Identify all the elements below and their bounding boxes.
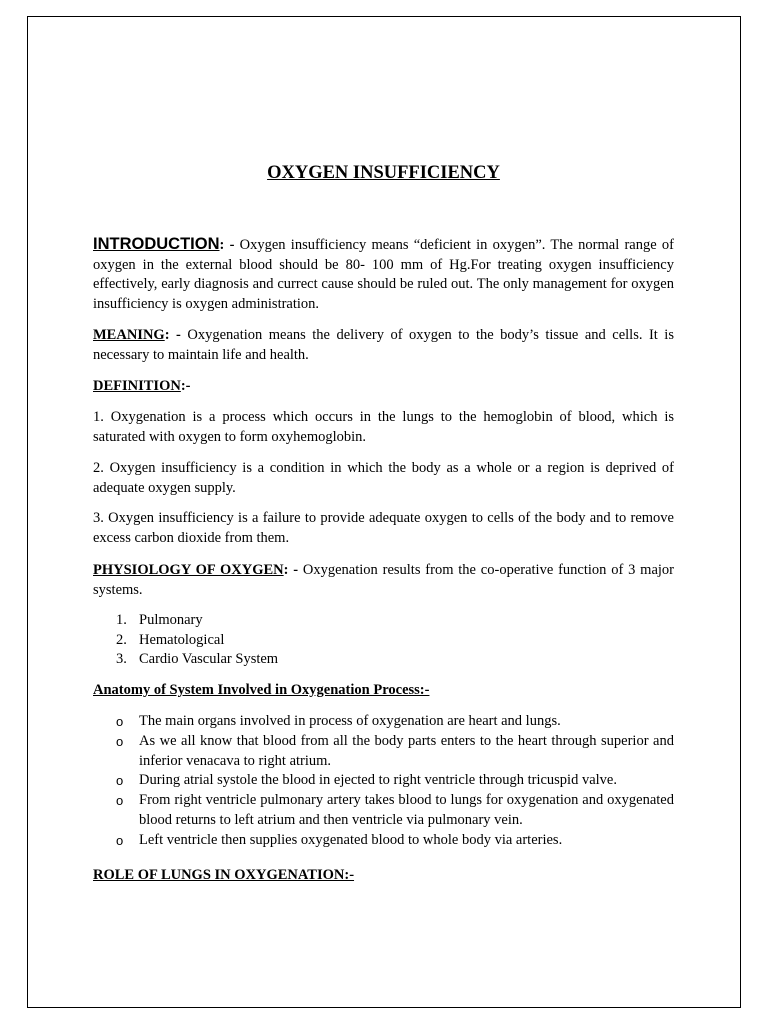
- role-heading-line: [93, 866, 674, 886]
- list-item-text: Cardio Vascular System: [139, 651, 279, 667]
- definition-item: [93, 459, 674, 498]
- list-item-text: Hematological: [139, 631, 225, 648]
- physiology-text: Oxygenation results from the co-operative function of 3 major systems.: [93, 562, 674, 598]
- definition-item: [93, 509, 674, 548]
- bullet-item: [93, 712, 674, 732]
- definition-heading-line: [93, 377, 674, 397]
- bullet-item-text: Left ventricle then supplies oxygenated blood to whole body via arteries.: [139, 831, 563, 848]
- page-title: OXYGEN INSUFFICIENCY: [267, 163, 500, 183]
- bullet-marker: o: [116, 733, 124, 749]
- introduction-section: [93, 235, 674, 314]
- systems-list: [93, 611, 674, 670]
- physiology-heading: PHYSIOLOGY OF OXYGEN: [93, 562, 284, 578]
- introduction-paragraph: [93, 235, 674, 314]
- list-item-text: Pulmonary: [139, 612, 203, 628]
- bullet-item: [93, 791, 674, 831]
- definition-separator: :-: [180, 378, 191, 394]
- bullet-item-text: As we all know that blood from all the body parts enters to the heart through superior and inferior venacava to right atrium.: [139, 732, 674, 769]
- list-item: [93, 650, 674, 670]
- meaning-separator: : -: [164, 327, 181, 343]
- definition-section: [93, 377, 674, 397]
- bullet-item-text: The main organs involved in process of oxygenation are heart and lungs.: [139, 713, 561, 729]
- introduction-heading: INTRODUCTION: [93, 235, 220, 253]
- definition-item-text: 2. Oxygen insufficiency is a condition in which the body as a whole or a region is deprived of adequate oxygen supply.: [93, 460, 674, 496]
- bullet-marker: o: [116, 773, 124, 789]
- role-section: [93, 866, 674, 886]
- anatomy-heading: Anatomy of System Involved in Oxygenation Process:-: [93, 682, 430, 698]
- physiology-separator: : -: [283, 562, 299, 578]
- bullet-item: [93, 831, 674, 851]
- definition-item-text: 1. Oxygenation is a process which occurs in the lungs to the hemoglobin of blood, which is saturated with oxygen to form oxyhemoglobin.: [93, 409, 674, 445]
- bullet-marker: o: [116, 832, 124, 848]
- definition-item: [93, 408, 674, 447]
- physiology-section: [93, 561, 674, 600]
- bullet-item-text: From right ventricle pulmonary artery takes blood to lungs for oxygenation and oxygenated blood returns to left atrium and then ventricle via pulmonary vein.: [139, 792, 674, 828]
- list-item-number: 2.: [116, 631, 127, 648]
- anatomy-section: [93, 681, 674, 701]
- bullet-marker: o: [116, 714, 124, 729]
- list-item-number: 3.: [116, 651, 127, 667]
- meaning-paragraph: [93, 326, 674, 365]
- definition-heading: DEFINITION: [93, 378, 181, 394]
- bullet-item-text: During atrial systole the blood in ejected to right ventricle through tricuspid valve.: [139, 772, 617, 789]
- anatomy-heading-line: [93, 681, 674, 701]
- meaning-heading: MEANING: [93, 327, 165, 343]
- list-item-number: 1.: [116, 612, 127, 628]
- bullet-item: [93, 732, 674, 772]
- bullet-item: [93, 771, 674, 791]
- anatomy-bullet-list: [93, 712, 674, 851]
- meaning-section: [93, 326, 674, 365]
- bullet-marker: o: [116, 793, 124, 809]
- meaning-text: Oxygenation means the delivery of oxygen to the body’s tissue and cells. It is necessary to maintain life and health.: [93, 327, 674, 363]
- role-heading: ROLE OF LUNGS IN OXYGENATION:-: [93, 867, 355, 883]
- introduction-text: Oxygen insufficiency means “deficient in oxygen”. The normal range of oxygen in the external blood should be 80- 100 mm of Hg.For treating oxygen insufficiency effectively, early diagnosis and currect cause should be ruled out. The only management for oxygen insufficiency is oxygen administration.: [93, 237, 674, 312]
- list-item: [93, 631, 674, 651]
- physiology-paragraph: [93, 561, 674, 600]
- introduction-separator: : -: [219, 237, 235, 253]
- definition-item-text: 3. Oxygen insufficiency is a failure to provide adequate oxygen to cells of the body and to remove excess carbon dioxide from them.: [93, 510, 674, 546]
- list-item: [93, 611, 674, 631]
